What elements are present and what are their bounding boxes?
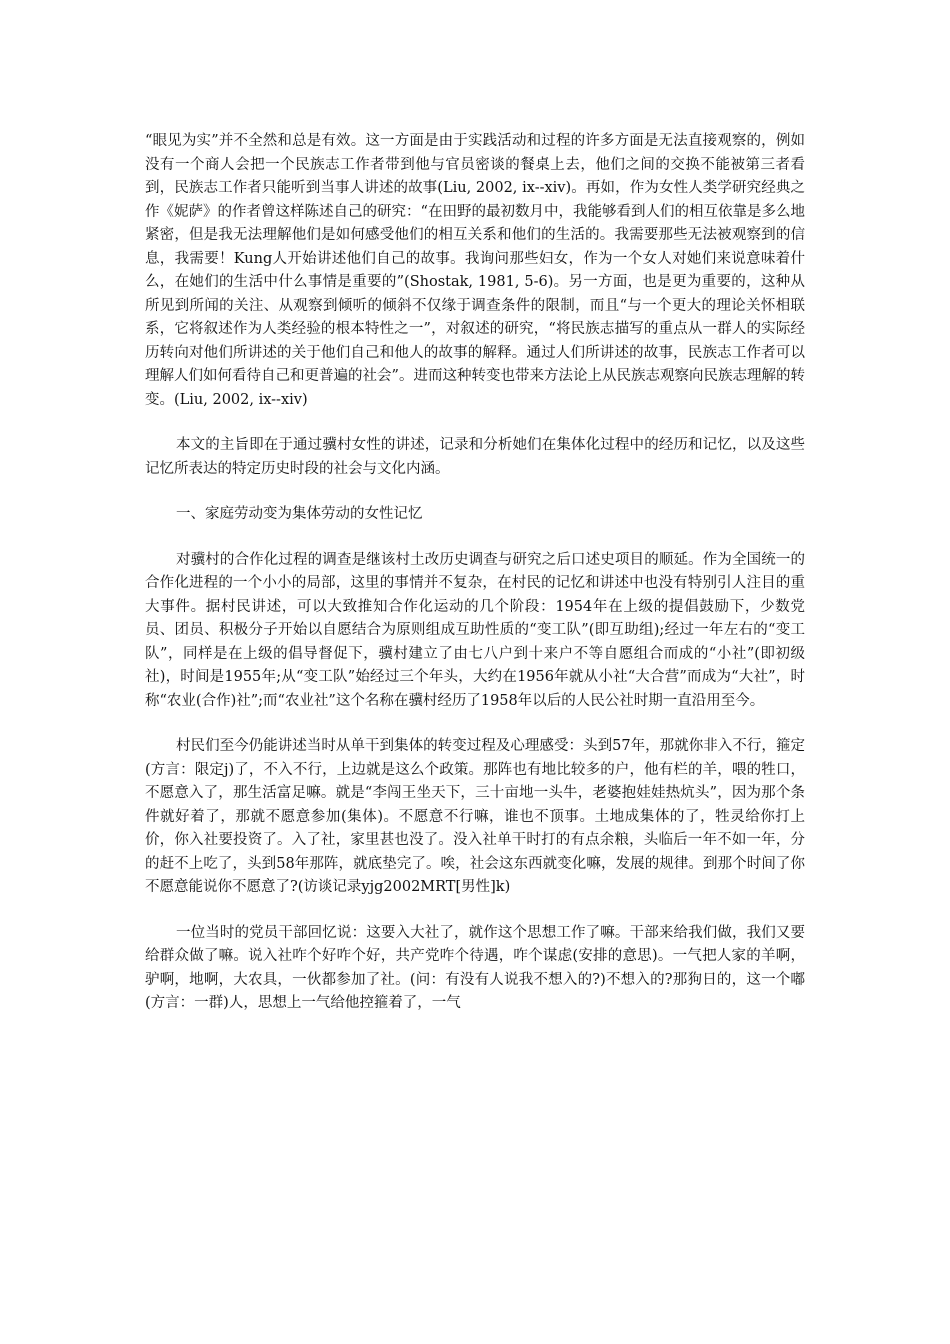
- paragraph-purpose: 本文的主旨即在于通过骥村女性的讲述，记录和分析她们在集体化过程中的经历和记忆，以及这些记忆所表达的特定历史时段的社会与文化内涵。: [145, 437, 805, 477]
- paragraph-cadre-recollection: 一位当时的党员干部回忆说：这要入大社了，就作这个思想工作了嘛。干部来给我们做，我们又要给群众做了嘛。说入社咋个好咋个好，共产党咋个待遇，咋个谋虑(安排的意思)。一气把人家的羊啊，驴啊，地啊，大农具，一伙都参加了社。(问：有没有人说我不想入的?)不想入的?那狗日的，这一个嘟(方言：一群)人，思想上一气给他控箍着了，一气: [145, 924, 805, 1011]
- section-heading: 一、家庭劳动变为集体劳动的女性记忆: [176, 506, 423, 522]
- paragraph-observation: “眼见为实”并不全然和总是有效。这一方面是由于实践活动和过程的许多方面是无法直接观察的，例如没有一个商人会把一个民族志工作者带到他与官员密谈的餐桌上去，他们之间的交换不能被第三者看到，民族志工作者只能听到当事人讲述的故事(Liu, 2002, ix--xiv)。再如，作为女性人类学研究经典之作《妮萨》的作者曾这样陈述自己的研究：“在田野的最初数月中，我能够看到人们的相互依靠是多么地紧密，但是我无法理解他们是如何感受他们的相互关系和他们的生活的。我需要那些无法被观察到的信息，我需要！Kung人开始讲述他们自己的故事。我询问那些妇女，作为一个女人对她们来说意味着什么，在她们的生活中什么事情是重要的”(Shostak, 1981, 5-6)。另一方面，也是更为重要的，这种从所见到所闻的关注、从观察到倾听的倾斜不仅缘于调查条件的限制，而且“与一个更大的理论关怀相联系，它将叙述作为人类经验的根本特性之一”，对叙述的研究，“将民族志描写的重点从一群人的实际经历转向对他们所讲述的关于他们自己和他人的故事的解释。通过人们所讲述的故事，民族志工作者可以理解人们如何看待自己和更普遍的社会”。进而这种转变也带来方法论上从民族志观察向民族志理解的转变。(Liu, 2002, ix--xiv): [145, 133, 805, 408]
- paragraph-villager-account: 村民们至今仍能讲述当时从单干到集体的转变过程及心理感受：头到57年，那就你非入不行，箍定(方言：限定j)了，不入不行，上边就是这么个政策。那阵也有地比较多的户，他有栏的羊，喂的牲口，不愿意入了，那生活富足嘛。就是“李闯王坐天下，三十亩地一头牛，老婆抱娃娃热炕头”，因为那个条件就好着了，那就不愿意参加(集体)。不愿意不行嘛，谁也不顶事。土地成集体的了，牲灵给你打上价，你入社要投资了。入了社，家里甚也没了。没入社单干时打的有点余粮，头临后一年不如一年，分的赶不上吃了，头到58年那阵，就底垫完了。唉，社会这东西就变化嘛，发展的规律。到那个时间了你不愿意能说你不愿意了?(访谈记录yjg2002MRT[男性]k): [145, 738, 805, 895]
- document-page: [145, 130, 805, 1016]
- paragraph-cooperativization: 对骥村的合作化过程的调查是继该村土改历史调查与研究之后口述史项目的顺延。作为全国统一的合作化进程的一个小小的局部，这里的事情并不复杂，在村民的记忆和讲述中也没有特别引人注目的重大事件。据村民讲述，可以大致推知合作化运动的几个阶段：1954年在上级的提倡鼓励下，少数党员、团员、积极分子开始以自愿结合为原则组成互助性质的“变工队”(即互助组);经过一年左右的“变工队”，同样是在上级的倡导督促下，骥村建立了由七八户到十来户不等自愿组合而成的“小社”(即初级社)，时间是1955年;从“变工队”始经过三个年头，大约在1956年就从小社“大合营”而成为“大社”，时称“农业(合作)社”;而“农业社”这个名称在骥村经历了1958年以后的人民公社时期一直沿用至今。: [145, 551, 805, 709]
